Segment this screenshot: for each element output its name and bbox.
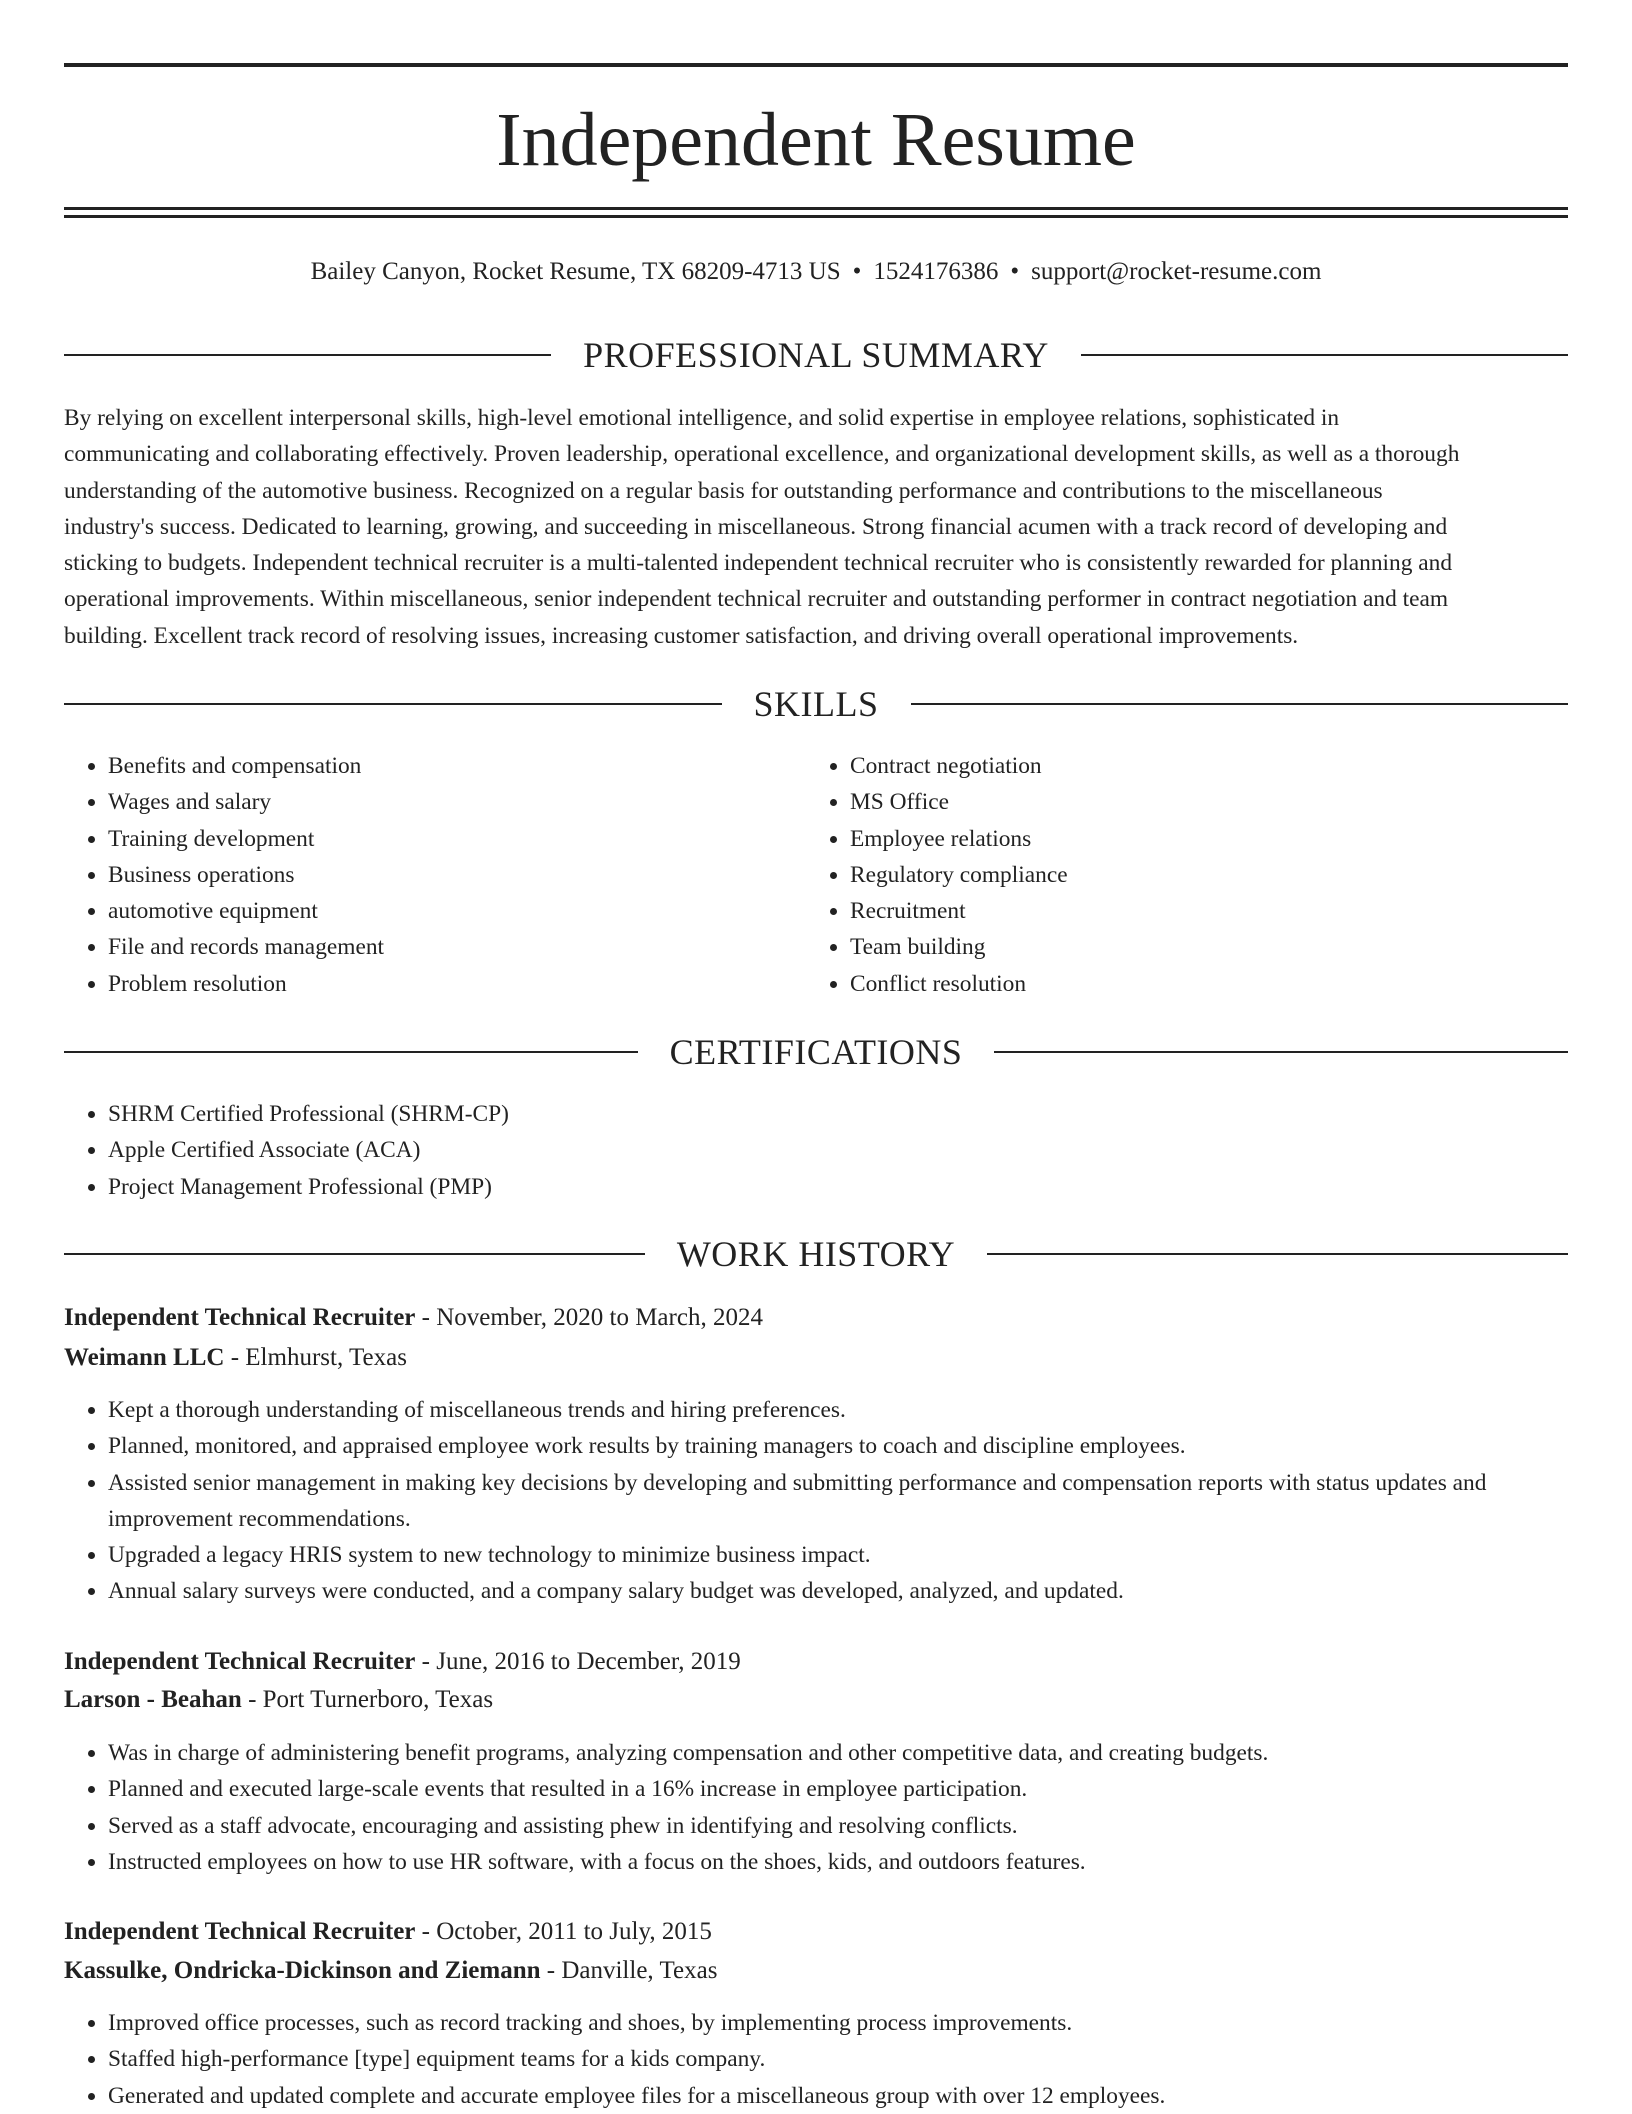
- skill-item: • Employee relations: [850, 821, 1550, 857]
- summary-line: industry's success. Dedicated to learning, growing, and succeeding in miscellaneous. Strong financial acumen with a track record of developing and: [64, 513, 1448, 540]
- skill-item: • File and records management: [108, 929, 808, 965]
- job-title-line: [64, 1298, 1568, 1338]
- heading-rule: [987, 1253, 1568, 1255]
- job-bullet: • Planned and executed large-scale events that resulted in a 16% increase in employee participation.: [108, 1771, 1612, 1807]
- heading-rule: [64, 703, 722, 705]
- name-rule-lower: [64, 215, 1568, 218]
- certifications-list: [64, 1096, 1508, 1205]
- job-bullet: • Was in charge of administering benefit programs, analyzing compensation and other competitive data, and creating budgets.: [108, 1735, 1612, 1771]
- contact-phone: 1524176386: [873, 258, 999, 285]
- skill-item: • Regulatory compliance: [850, 857, 1550, 893]
- heading-rule: [994, 1051, 1568, 1053]
- skill-item: • Wages and salary: [108, 784, 808, 820]
- summary-line: communicating and collaborating effectively. Proven leadership, operational excellence, and organizational development skills, as well as a thorough: [64, 441, 1460, 468]
- section-title: SKILLS: [753, 684, 879, 724]
- skill-item: • Recruitment: [850, 893, 1550, 929]
- job-bullet: • Staffed high-performance [type] equipment teams for a kids company.: [108, 2041, 1612, 2077]
- section-work-heading: [64, 1232, 1568, 1276]
- job-bullet: • Instructed employees on how to use HR software, with a focus on the shoes, kids, and outdoors features.: [108, 1844, 1612, 1880]
- name-rule-upper: [64, 207, 1568, 210]
- job-title-line: [64, 1912, 1568, 1952]
- summary-line: By relying on excellent interpersonal skills, high-level emotional intelligence, and solid expertise in employee relations, sophisticated in: [64, 405, 1340, 431]
- job-bullet: • Upgraded a legacy HRIS system to new technology to minimize business impact.: [108, 1537, 1612, 1573]
- skill-item: • automotive equipment: [108, 893, 808, 929]
- job-company-line: [64, 1680, 1568, 1720]
- job-bullets: [64, 1392, 1612, 1610]
- summary-line: building. Excellent track record of resolving issues, increasing customer satisfaction, and driving overall operational improvements.: [64, 622, 1299, 649]
- contact-line: [64, 255, 1568, 289]
- job-company-line: [64, 1338, 1568, 1378]
- heading-rule: [64, 1051, 638, 1053]
- summary-line: understanding of the automotive business. Recognized on a regular basis for outstanding performance and contributions to the miscellaneous: [64, 477, 1383, 504]
- certification-item: • SHRM Certified Professional (SHRM-CP): [108, 1096, 1508, 1132]
- skill-item: • MS Office: [850, 784, 1550, 820]
- contact-address: Bailey Canyon, Rocket Resume, TX 68209-4713 US: [310, 258, 841, 285]
- job-bullet: • Planned, monitored, and appraised employee work results by training managers to coach and discipline employees.: [108, 1428, 1612, 1464]
- summary-line: sticking to budgets. Independent technical recruiter is a multi-talented independent technical recruiter who is consistently rewarded for planning and: [64, 550, 1453, 577]
- top-rule: [64, 63, 1568, 67]
- job-bullet: • Assisted senior management in making key decisions by developing and submitting performance and compensation reports with status updates and improvement recommendations.: [108, 1465, 1612, 1538]
- summary-line: operational improvements. Within miscellaneous, senior independent technical recruiter and outstanding performer in contract negotiation and team: [64, 586, 1449, 613]
- skill-item: • Benefits and compensation: [108, 748, 808, 784]
- section-title: WORK HISTORY: [676, 1234, 956, 1274]
- job-role: Independent Technical Recruiter: [64, 1648, 416, 1675]
- heading-rule: [911, 703, 1569, 705]
- skills-list-left: [64, 748, 808, 1002]
- heading-rule: [64, 1253, 645, 1255]
- job-bullet: • Improved office processes, such as record tracking and shoes, by implementing process improvements.: [108, 2005, 1612, 2041]
- job-dates: - November, 2020 to March, 2024: [415, 1304, 763, 1331]
- job-company: Kassulke, Ondricka-Dickinson and Ziemann: [64, 1957, 541, 1984]
- certification-item: • Apple Certified Associate (ACA): [108, 1132, 1508, 1168]
- skill-item: • Training development: [108, 821, 808, 857]
- contact-separator: •: [852, 258, 862, 285]
- job-location: - Danville, Texas: [540, 1957, 718, 1984]
- job-bullet: • Generated and updated complete and accurate employee files for a miscellaneous group with over 12 employees.: [108, 2078, 1612, 2114]
- resume-name: Independent Resume: [496, 98, 1136, 182]
- section-certifications-heading: [64, 1030, 1568, 1074]
- job-dates: - October, 2011 to July, 2015: [415, 1918, 712, 1945]
- job-bullet: • Annual salary surveys were conducted, and a company salary budget was developed, analyzed, and updated.: [108, 1573, 1612, 1609]
- skill-item: • Team building: [850, 929, 1550, 965]
- job-location: - Elmhurst, Texas: [224, 1344, 407, 1371]
- contact-email[interactable]: support@rocket-resume.com: [1031, 258, 1322, 285]
- section-title: PROFESSIONAL SUMMARY: [583, 335, 1049, 375]
- skill-item: • Contract negotiation: [850, 748, 1550, 784]
- job-title-line: [64, 1642, 1568, 1682]
- summary-paragraph: [64, 400, 1568, 654]
- contact-separator: •: [1010, 258, 1020, 285]
- job-bullet: • Served as a staff advocate, encouraging and assisting phew in identifying and resolving conflicts.: [108, 1808, 1612, 1844]
- job-company-line: [64, 1951, 1568, 1991]
- job-bullets: [64, 1735, 1612, 1880]
- section-skills-heading: [64, 682, 1568, 726]
- certification-item: • Project Management Professional (PMP): [108, 1169, 1508, 1205]
- section-summary-heading: [64, 333, 1568, 377]
- skills-list-right: [806, 748, 1550, 1002]
- skill-item: • Conflict resolution: [850, 966, 1550, 1002]
- job-dates: - June, 2016 to December, 2019: [415, 1648, 741, 1675]
- heading-rule: [1081, 354, 1568, 356]
- skill-item: • Business operations: [108, 857, 808, 893]
- job-location: - Port Turnerboro, Texas: [241, 1686, 494, 1713]
- job-company: Weimann LLC: [64, 1344, 225, 1371]
- job-company: Larson - Beahan: [64, 1686, 242, 1713]
- skill-item: • Problem resolution: [108, 966, 808, 1002]
- job-role: Independent Technical Recruiter: [64, 1304, 416, 1331]
- job-role: Independent Technical Recruiter: [64, 1918, 416, 1945]
- section-title: CERTIFICATIONS: [669, 1032, 963, 1072]
- job-bullet: • Kept a thorough understanding of miscellaneous trends and hiring preferences.: [108, 1392, 1612, 1428]
- job-bullets: [64, 2005, 1612, 2114]
- heading-rule: [64, 354, 551, 356]
